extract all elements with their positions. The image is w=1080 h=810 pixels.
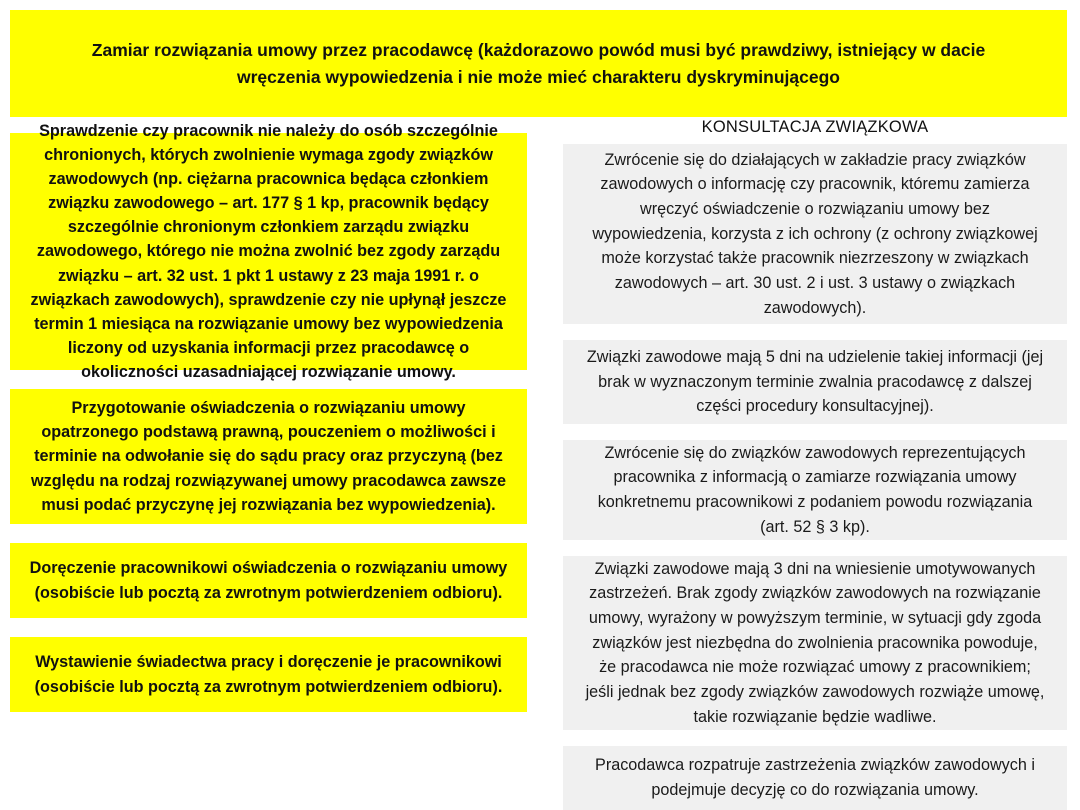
right-step-text: Związki zawodowe mają 5 dni na udzielenie takiej informacji (jej brak w wyznaczonym terminie zwalnia pracodawcę z dalszej części procedury konsultacyjnej). (586, 348, 1044, 416)
right-step-text: Związki zawodowe mają 3 dni na wniesienie umotywowanych zastrzeżeń. Brak zgody związków zawodowych na rozwiązanie umowy, wyrażony w powyższym terminie, w sytuacji gdy zgoda związków jest niezbędna do zwolnienia pracownika powoduje, że pracodawca nie może rozwiązać umowy z pracownikiem; jeśli jednak bez zgody związków zawodowych rozwiąże umowę, takie rozwiązanie będzie wadliwe. (585, 559, 1045, 726)
right-step-box (563, 556, 1067, 730)
right-step-text: Zwrócenie się do działających w zakładzie pracy związków zawodowych o informację czy pracownik, któremu zamierza wręczyć oświadczenie o rozwiązaniu umowy bez wypowiedzenia, korzysta z ich ochrony (z ochrony związkowej może korzystać także pracownik niezrzeszony w związkach zawodowych – art. 30 ust. 2 i ust. 3 ustawy o związkach zawodowych). (592, 150, 1038, 317)
right-column (563, 118, 1067, 810)
left-step-text: Doręczenie pracownikowi oświadczenia o rozwiązaniu umowy (osobiście lub pocztą za zwrotnym potwierdzeniem odbioru). (29, 559, 508, 602)
right-step-text: Zwrócenie się do związków zawodowych reprezentujących pracownika z informacją o zamiarze rozwiązania umowy konkretnemu pracownikowi z podaniem powodu rozwiązania (art. 52 § 3 kp). (597, 443, 1033, 536)
right-column-heading: KONSULTACJA ZWIĄZKOWA (701, 118, 929, 136)
right-step-box (563, 340, 1067, 424)
left-column (10, 121, 527, 731)
left-step-text: Wystawienie świadectwa pracy i doręczenie je pracownikowi (osobiście lub pocztą za zwrotnym potwierdzeniem odbioru). (34, 653, 503, 696)
right-step-text: Pracodawca rozpatruje zastrzeżenia związków zawodowych i podejmuje decyzję co do rozwiązania umowy. (595, 756, 1035, 799)
right-step-box (563, 144, 1067, 324)
left-step-box (10, 637, 527, 712)
left-step-box (10, 121, 527, 382)
left-step-text: Przygotowanie oświadczenia o rozwiązaniu umowy opatrzonego podstawą prawną, pouczeniem o możliwości i terminie na odwołanie się do sądu pracy oraz przyczyną (bez względu na rodzaj rozwiązywanej umowy pracodawca zawsze musi podać przyczynę jej rozwiązania bez wypowiedzenia). (31, 399, 506, 514)
left-step-box (10, 543, 527, 618)
right-step-box (563, 746, 1067, 810)
top-banner-text: Zamiar rozwiązania umowy przez pracodawcę (każdorazowo powód musi być prawdziwy, istniejący w dacie wręczenia wypowiedzenia i nie może mieć charakteru dyskryminującego (91, 40, 986, 87)
left-step-box (10, 389, 527, 524)
right-step-box (563, 440, 1067, 540)
left-step-text: Sprawdzenie czy pracownik nie należy do osób szczególnie chronionych, których zwolnienie wymaga zgody związków zawodowych (np. ciężarna pracownica będąca członkiem związku zawodowego – art. 177 § 1 kp, pracownik będący szczególnie chronionym członkiem zarządu związku zawodowego, którego nie można zwolnić bez zgody zarządu związku – art. 32 ust. 1 pkt 1 ustawy z 23 maja 1991 r. o związkach zawodowych), sprawdzenie czy nie upłynął jeszcze termin 1 miesiąca na rozwiązanie umowy bez wypowiedzenia liczony od uzyskania informacji przez pracodawcę o okoliczności uzasadniającej rozwiązanie umowy. (30, 121, 507, 382)
top-banner (10, 10, 1067, 117)
